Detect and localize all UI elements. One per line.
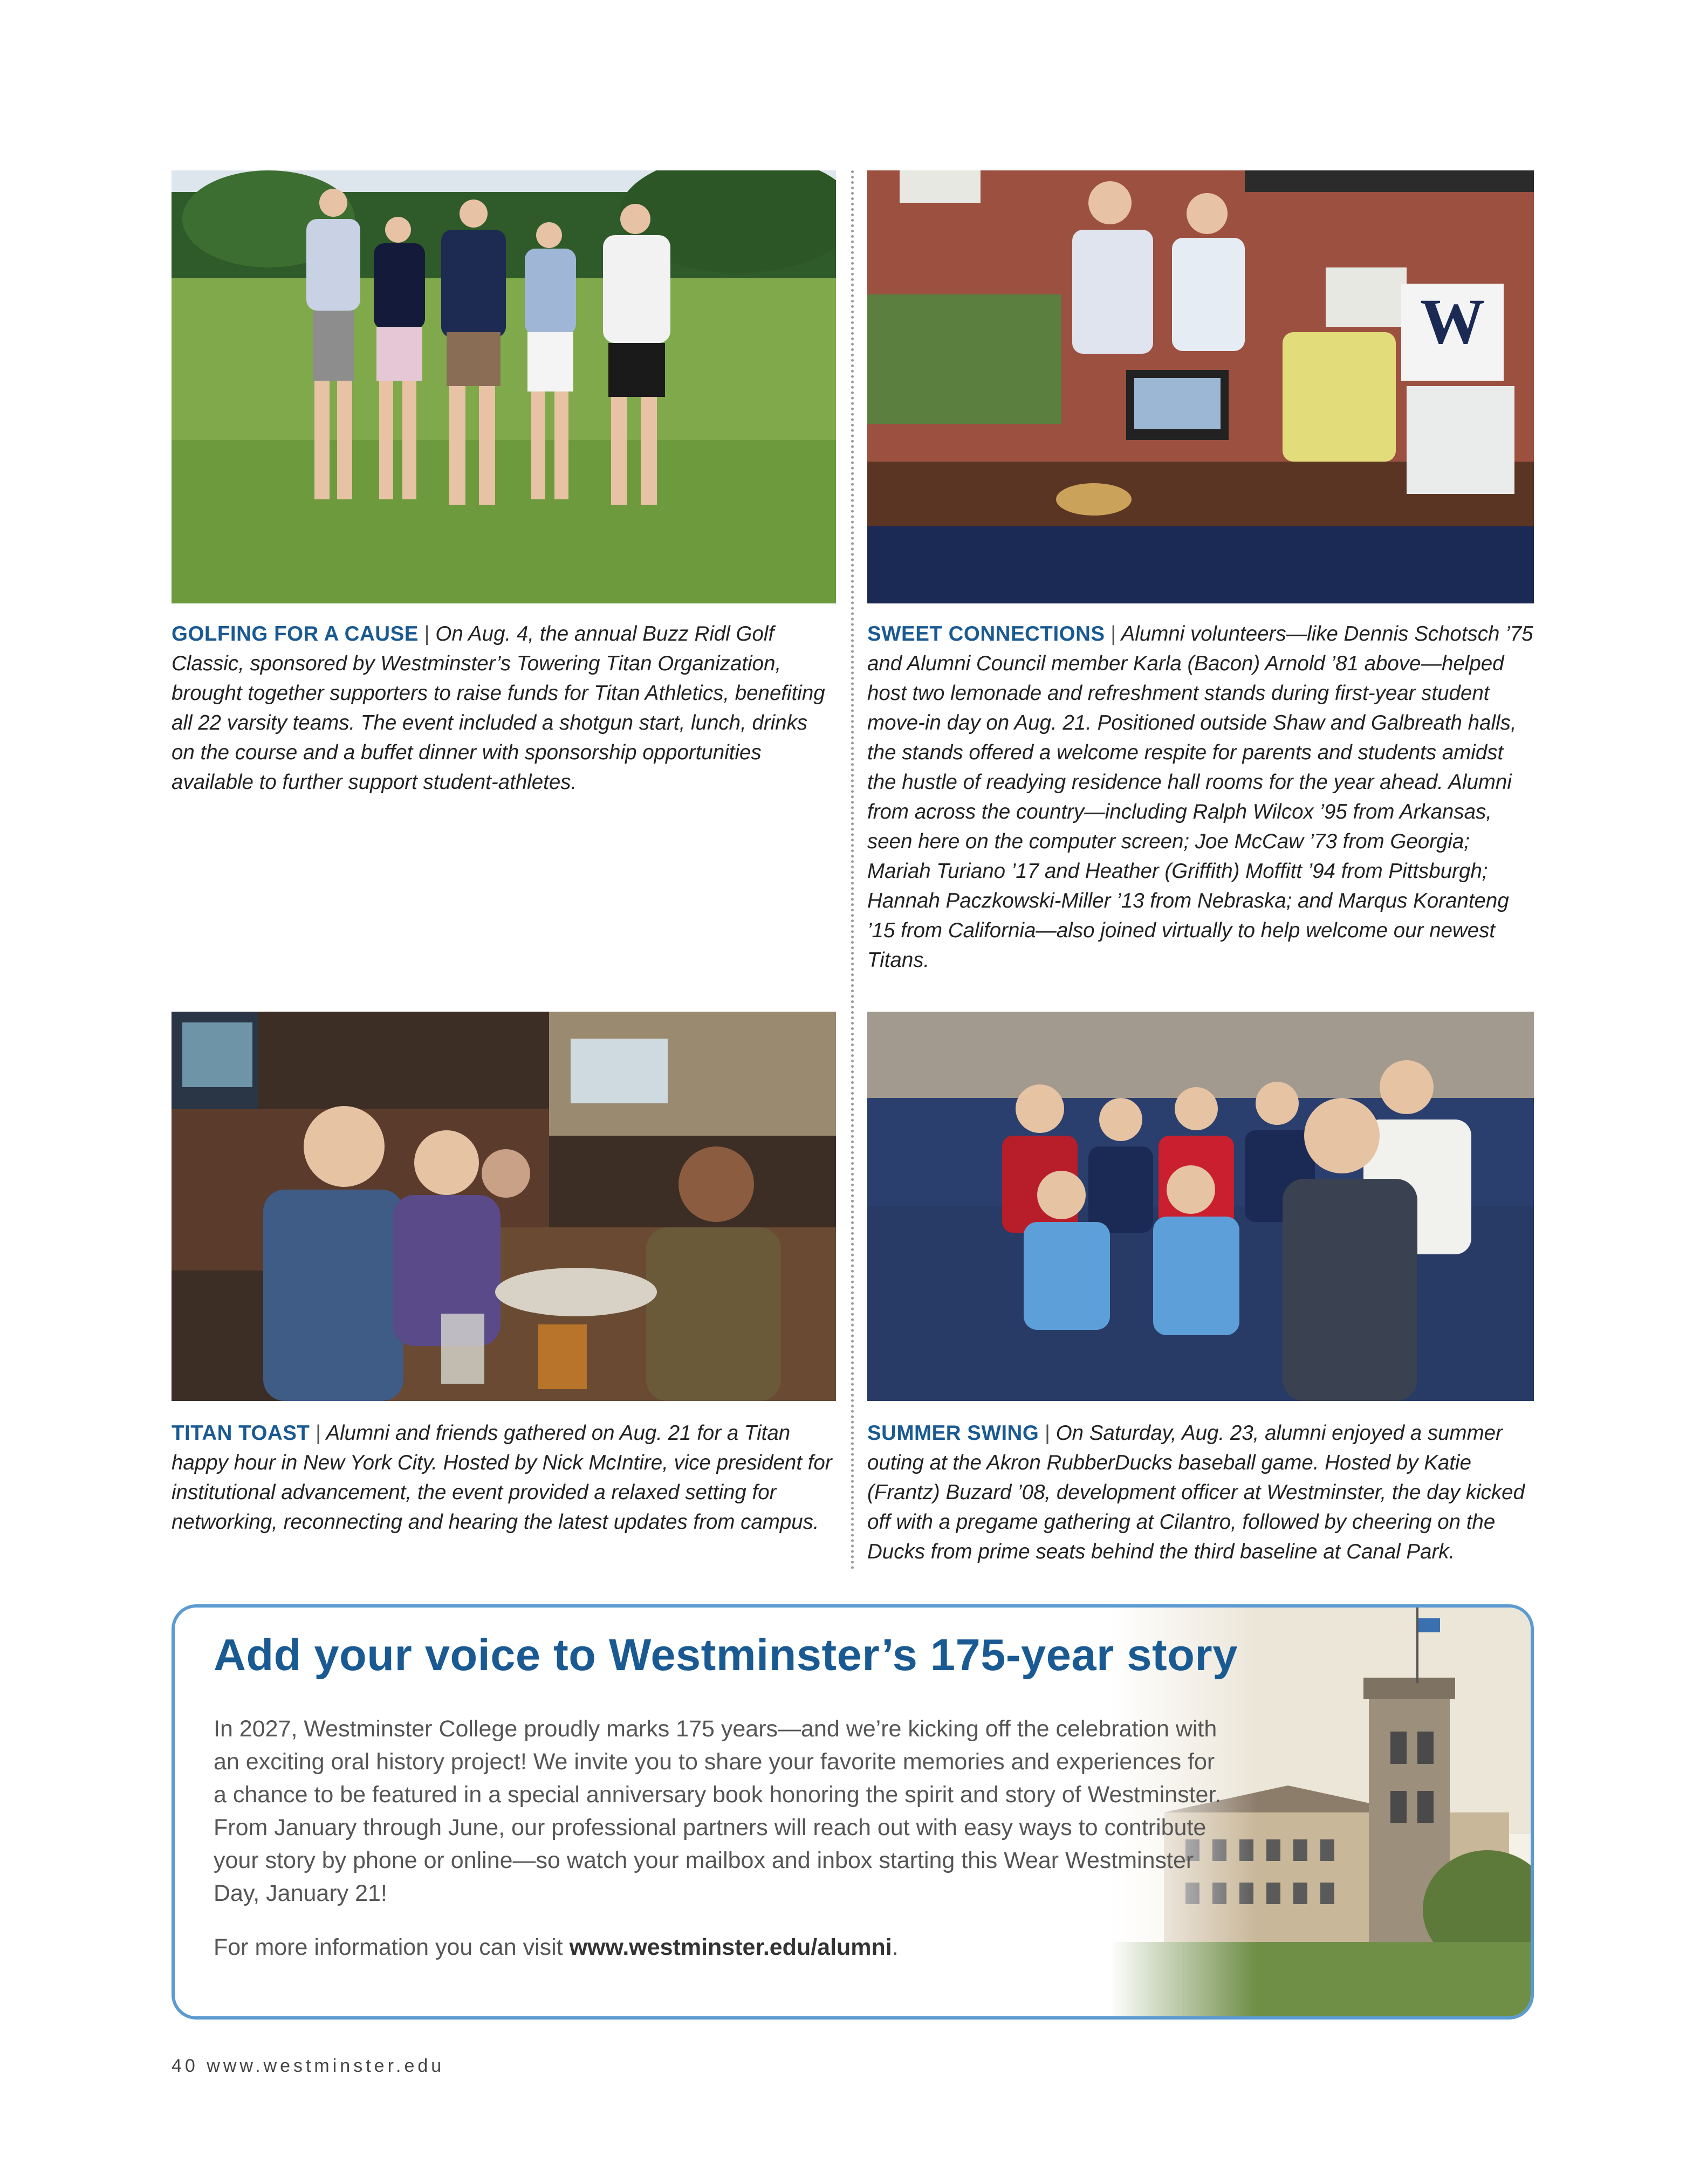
svg-text:W: W [1420, 285, 1485, 357]
more-info-prefix: For more information you can visit [214, 1934, 570, 1960]
golf-caption-heading: GOLFING FOR A CAUSE [172, 622, 419, 645]
caption-separator: | [1044, 1421, 1050, 1445]
summer-caption [867, 1418, 1534, 1567]
golf-photo [172, 170, 836, 603]
golf-caption-text: On Aug. 4, the annual Buzz Ridl Golf Classic, sponsored by Westminster’s Towering Titan Organization, brought together supporters to raise funds for Titan Athletics, benefiting all 22 varsity teams. The event included a shotgun start, lunch, drinks on the course and a buffet dinner with sponsorship opportunities available to further support student-athletes. [172, 622, 825, 794]
happy-hour-photo [172, 1012, 836, 1401]
callout-more-info [214, 1931, 899, 1964]
titan-caption [172, 1418, 836, 1537]
baseball-game-photo [867, 1012, 1534, 1401]
alumni-link[interactable]: www.westminster.edu/alumni [569, 1934, 892, 1960]
titan-caption-text: Alumni and friends gathered on Aug. 21 for a Titan happy hour in New York City. Hosted by Nick McIntire, vice president for institutional advancement, the event provided a relaxed setting for networking, reconnecting and hearing the latest updates from campus. [172, 1421, 832, 1534]
caption-separator: | [1111, 622, 1116, 645]
summer-caption-text: On Saturday, Aug. 23, alumni enjoyed a summer outing at the Akron RubberDucks baseball game. Hosted by Katie (Frantz) Buzard ’08, development officer at Westminster, the day kicked off with a pregame gathering at Cilantro, followed by cheering on the Ducks from prime seats behind the third baseline at Canal Park. [867, 1421, 1525, 1563]
page-footer [172, 2056, 444, 2077]
golf-caption [172, 619, 836, 797]
callout-title: Add your voice to Westminster’s 175-year story [214, 1630, 1238, 1680]
lemonade-stand-photo [867, 170, 1534, 603]
callout-body: In 2027, Westminster College proudly marks 175 years—and we’re kicking off the celebration with an exciting oral history project! We invite you to share your favorite memories and experiences for a chance to be featured in a special anniversary book honoring the spirit and story of Westminster. From January through June, our professional partners will reach out with easy ways to contribute your story by phone or online—so watch your mailbox and inbox starting this Wear Westminster Day, January 21! [214, 1716, 1222, 1906]
caption-separator: | [316, 1421, 321, 1445]
oral-history-callout [172, 1604, 1534, 2020]
caption-separator: | [424, 622, 430, 645]
sweet-caption [867, 619, 1534, 975]
footer-url[interactable]: www.westminster.edu [207, 2056, 445, 2076]
summer-caption-heading: SUMMER SWING [867, 1421, 1039, 1445]
column-divider [851, 170, 854, 1570]
titan-caption-heading: TITAN TOAST [172, 1421, 310, 1445]
page-number: 40 [172, 2056, 198, 2076]
sweet-caption-heading: SWEET CONNECTIONS [867, 622, 1105, 645]
more-info-suffix: . [892, 1934, 899, 1960]
sweet-caption-text: Alumni volunteers—like Dennis Schotsch ’75 and Alumni Council member Karla (Bacon) Arnold ’81 above—helped host two lemonade and refreshment stands during first-year student move-in day on Aug. 21. Positioned outside Shaw and Galbreath halls, the stands offered a welcome respite for parents and students amidst the hustle of readying residence hall rooms for the year ahead. Alumni from across the country—including Ralph Wilcox ’95 from Arkansas, seen here on the computer screen; Joe McCaw ’73 from Georgia; Mariah Turiano ’17 and Heather (Griffith) Moffitt ’94 from Pittsburgh; Hannah Paczkowski-Miller ’13 from Nebraska; and Marqus Koranteng ’15 from California—also joined virtually to help welcome our newest Titans. [867, 622, 1533, 972]
